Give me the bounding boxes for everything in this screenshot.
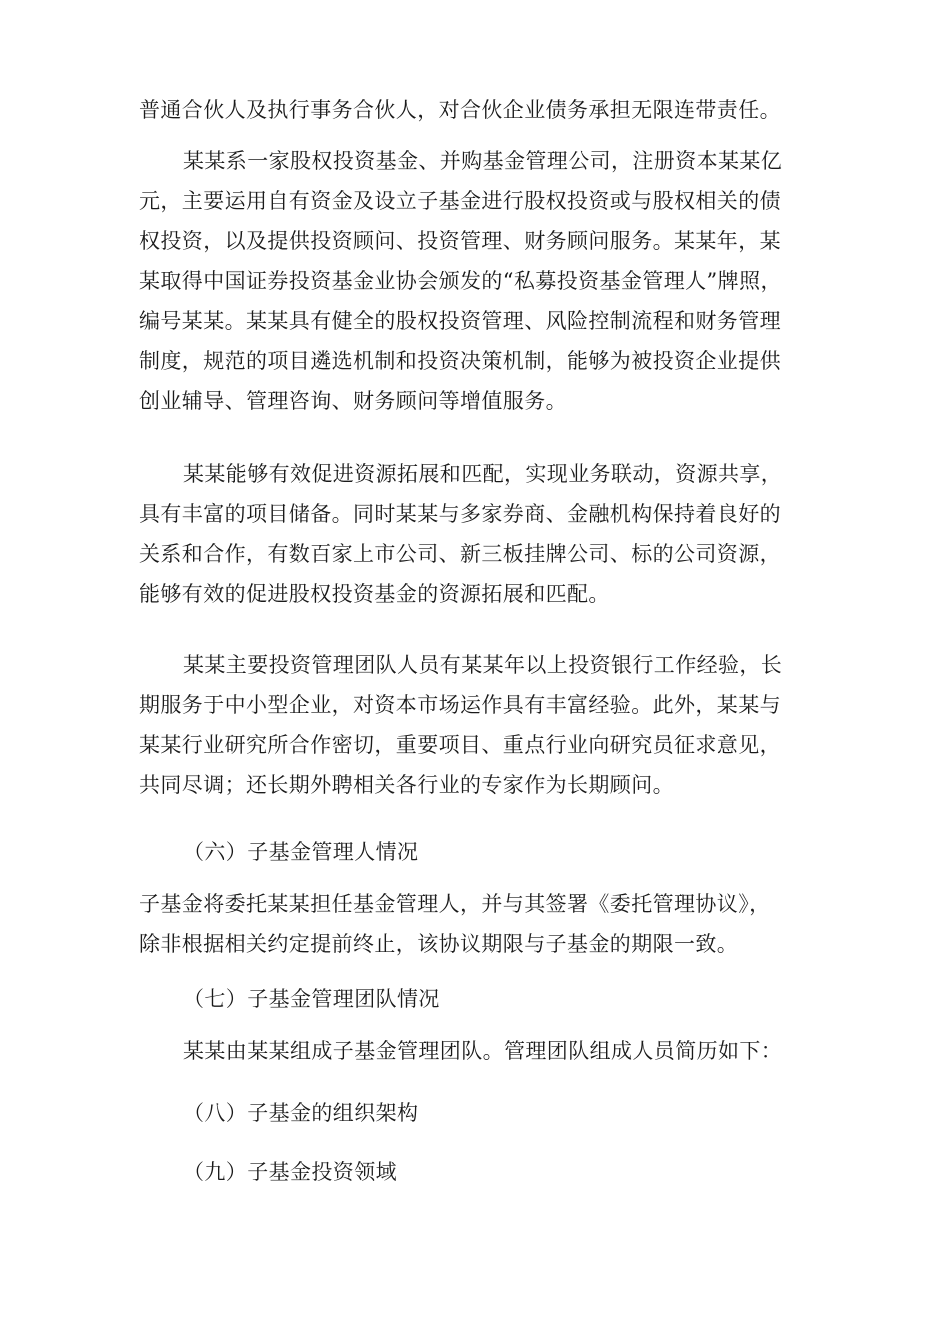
section-heading-nine: （九）子基金投资领域 bbox=[183, 1160, 397, 1184]
text-line: 子基金将委托某某担任基金管理人，并与其签署《委托管理协议》， bbox=[139, 892, 771, 916]
text-line: 某取得中国证券投资基金业协会颁发的“私募投资基金管理人”牌照， bbox=[139, 269, 782, 293]
text-line: 具有丰富的项目储备。同时某某与多家券商、金融机构保持着良好的 bbox=[139, 502, 781, 526]
paragraph-fund-manager bbox=[139, 884, 819, 964]
text-line: 编号某某。某某具有健全的股权投资管理、风险控制流程和财务管理 bbox=[139, 309, 781, 333]
text-line: 期服务于中小型企业，对资本市场运作具有丰富经验。此外，某某与 bbox=[139, 693, 781, 717]
text-line: 制度，规范的项目遴选机制和投资决策机制，能够为被投资企业提供 bbox=[139, 349, 781, 373]
paragraph-team bbox=[139, 645, 819, 805]
section-heading-seven: （七）子基金管理团队情况 bbox=[183, 987, 440, 1011]
text-line: 普通合伙人及执行事务合伙人，对合伙企业债务承担无限连带责任。 bbox=[139, 98, 781, 122]
text-line: 元，主要运用自有资金及设立子基金进行股权投资或与股权相关的债 bbox=[139, 189, 781, 213]
text-line: 某某主要投资管理团队人员有某某年以上投资银行工作经验，长 bbox=[183, 653, 783, 677]
text-line: 关系和合作，有数百家上市公司、新三板挂牌公司、标的公司资源， bbox=[139, 542, 781, 566]
text-line: 某某行业研究所合作密切，重要项目、重点行业向研究员征求意见， bbox=[139, 733, 781, 757]
paragraph-company-intro bbox=[139, 141, 819, 421]
text-line: 某某能够有效促进资源拓展和匹配，实现业务联动，资源共享， bbox=[183, 462, 783, 486]
section-heading-six: （六）子基金管理人情况 bbox=[183, 840, 419, 864]
text-line: 某某系一家股权投资基金、并购基金管理公司，注册资本某某亿 bbox=[183, 149, 783, 173]
text-line: 创业辅导、管理咨询、财务顾问等增值服务。 bbox=[139, 389, 567, 413]
paragraph-resources bbox=[139, 454, 819, 614]
text-line: 能够有效的促进股权投资基金的资源拓展和匹配。 bbox=[139, 582, 610, 606]
text-line: 权投资，以及提供投资顾问、投资管理、财务顾问服务。某某年，某 bbox=[139, 229, 781, 253]
team-intro-line: 某某由某某组成子基金管理团队。管理团队组成人员简历如下： bbox=[183, 1039, 783, 1063]
section-heading-eight: （八）子基金的组织架构 bbox=[183, 1101, 419, 1125]
paragraph-partners bbox=[139, 90, 819, 130]
text-line: 共同尽调；还长期外聘相关各行业的专家作为长期顾问。 bbox=[139, 773, 674, 797]
text-line: 除非根据相关约定提前终止，该协议期限与子基金的期限一致。 bbox=[139, 932, 739, 956]
